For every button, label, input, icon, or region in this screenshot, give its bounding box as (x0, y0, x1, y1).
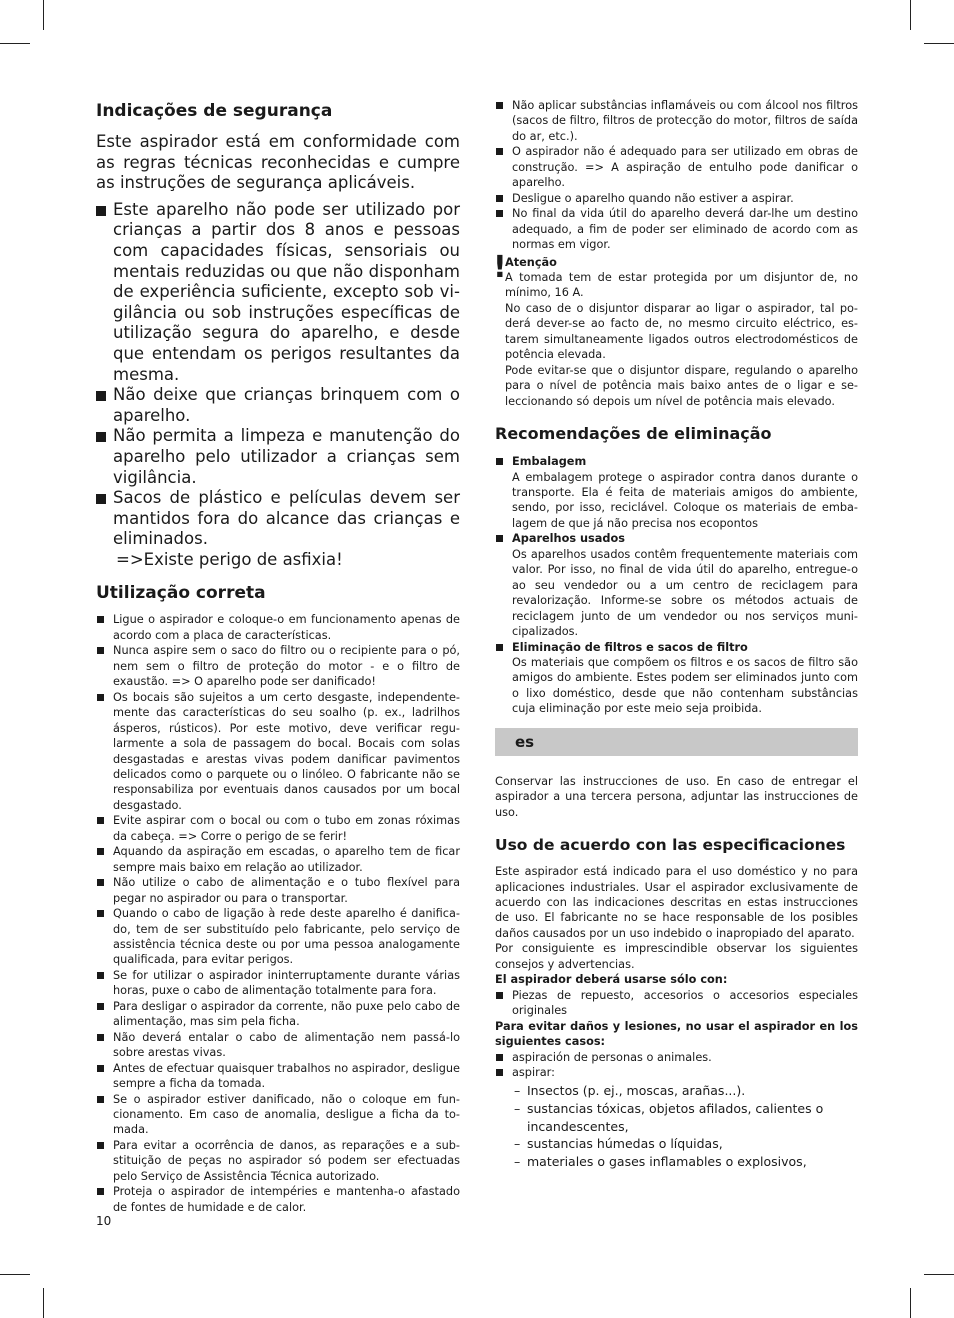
list-item: Sacos de plástico e películas devem ser mantidos fora do alcance das crianças e eliminados. (96, 488, 460, 550)
list-item: aspiración de personas o animales. (495, 1050, 858, 1065)
list-item: Não utilize o cabo de alimentação e o tubo flexível para pegar no aspirador ou para o transportar. (96, 875, 460, 906)
es-use-paragraph: Por consiguiente es imprescindible observar los siguientes consejos y advertencias. (495, 942, 858, 971)
bullet-square-icon (97, 694, 104, 701)
es-only-with: El aspirador deberá usarse sólo con: (495, 973, 728, 987)
correct-use-list (96, 612, 460, 1215)
bullet-square-icon (496, 210, 503, 217)
list-item: Ligue o aspirador e coloque-o em funcionamento apenas de acordo com a placa de características. (96, 612, 460, 643)
crop-mark (910, 1288, 911, 1318)
disposal-item-text: A embalagem protege o aspirador contra danos durante o transporte. Ela é feita de materiais amigos do ambiente, sendo, por isso, reciclável. Coloque os materiais de embalagem de que já não precisa nos ecopontos (512, 470, 858, 530)
warning-text: A tomada tem de estar protegida por um disjuntor de, no mínimo, 16 A. (505, 270, 858, 300)
bullet-square-icon (97, 1096, 104, 1103)
list-item (495, 454, 858, 531)
list-item: Para desligar o aspirador da corrente, não puxe pelo cabo de alimentação, mas sim pela ficha. (96, 999, 460, 1030)
bullet-square-icon (96, 494, 106, 504)
bullet-square-icon (97, 616, 104, 623)
list-item: Para evitar a ocorrência de danos, as reparações e a substituição de peças no aspirador só podem ser efectuadas pelo Serviço de Assistência Técnica autorizado. (96, 1138, 460, 1184)
disposal-title: Recomendações de eliminação (495, 424, 772, 444)
safety-title: Indicações de segurança (96, 101, 333, 121)
list-item: Os bocais são sujeitos a um certo desgaste, independentemente das características do seu soalho (p. ex., ladrilhos ásperos, rústicos). Por este motivo, deve verificar regularmente a sola de passagem do bocal. Bocais com solas desgastadas e arestas vivas podem danificar pavimentos delicados como o parquete ou o linóleo. O fabricante não se responsabiliza por eventuais danos causados por um bocal desgastado. (96, 690, 460, 814)
es-avoid-list (495, 1050, 858, 1081)
crop-mark (0, 1274, 30, 1275)
top-list (495, 98, 858, 253)
list-item: Não permita a limpeza e manutenção do aparelho pelo utilizador a crianças sem vigilância. (96, 426, 460, 488)
list-item: – sustancias tóxicas, objetos afilados, calientes o incandescentes, (514, 1101, 824, 1134)
list-item: Não deixe que crianças brinquem com o aparelho. (96, 385, 460, 426)
warning-text: No caso de o disjuntor disparar ao ligar o aspirador, tal poderá dever-se ao facto de, no mesmo circuito eléctrico, estarem simultaneamente ligados outros electrodomésticos de potência elevada. (505, 301, 858, 362)
list-item: Quando o cabo de ligação à rede deste aparelho é danificado, tem de ser substituído pelo fabricante, pelo serviço de assistência técnica deste ou por uma pessoa analogamente qualificada, para evitar perigos. (96, 906, 460, 968)
bullet-square-icon (97, 1142, 104, 1149)
page-number: 10 (96, 1214, 112, 1228)
es-intro: Conservar las instrucciones de uso. En caso de entregar el aspirador a una tercera persona, adjuntar las instrucciones de uso. (495, 774, 858, 819)
disposal-item-text: Os aparelhos usados contêm frequentemente materiais com valor. Por isso, no final de vida útil do aparelho, entregue-o ao seu vendedor ou a um centro de reciclagem para revalorização. Informe-se sobre os métodos actuais de reciclagem junto de um vendedor ou nos serviços municipalizados. (512, 547, 858, 639)
bullet-square-icon (97, 972, 104, 979)
warning-block (493, 249, 858, 410)
bullet-square-icon (496, 1069, 503, 1076)
disposal-item-title: Embalagem (512, 455, 587, 469)
safety-intro: Este aspirador está em conformidade com as regras técnicas reconhecidas e cumpre as instruções de segurança aplicáveis. (96, 132, 460, 193)
bullet-square-icon (496, 195, 503, 202)
bullet-square-icon (97, 817, 104, 824)
crop-mark (43, 1288, 44, 1318)
crop-mark (0, 43, 30, 44)
list-item: – sustancias húmedas o líquidas, (514, 1136, 723, 1152)
dash-bullet: – (514, 1153, 521, 1169)
language-tag: es (515, 732, 535, 751)
dash-bullet: – (514, 1136, 521, 1152)
bullet-square-icon (97, 1065, 104, 1072)
list-item: Aquando da aspiração em escadas, o aparelho tem de ficar sempre mais baixo em relação ao utilizador. (96, 844, 460, 875)
list-item (495, 640, 858, 717)
list-item: aspirar: (495, 1065, 858, 1080)
bullet-square-icon (496, 148, 503, 155)
correct-use-title: Utilização correta (96, 583, 266, 604)
bullet-square-icon (96, 391, 106, 401)
bullet-square-icon (97, 1188, 104, 1195)
bullet-square-icon (97, 647, 104, 654)
disposal-item-title: Aparelhos usados (512, 532, 625, 546)
disposal-list (495, 454, 858, 717)
bullet-square-icon (97, 1003, 104, 1010)
list-item: Proteja o aspirador de intempéries e mantenha-o afastado de fontes de humidade e de calor. (96, 1184, 460, 1215)
list-item: Se o aspirador estiver danificado, não o coloque em funcionamento. Em caso de anomalia, desligue a ficha da tomada. (96, 1092, 460, 1138)
exclamation-icon: ! (493, 249, 507, 285)
bullet-square-icon (96, 432, 106, 442)
list-item (495, 531, 858, 639)
crop-mark (43, 0, 44, 30)
crop-mark (910, 0, 911, 30)
asphyxia-note: =>Existe perigo de asfixia! (116, 549, 343, 569)
disposal-item-title: Eliminação de filtros e sacos de filtro (512, 640, 748, 654)
list-item: Este aparelho não pode ser utilizado por crianças a partir dos 8 anos e pessoas com capacidades físicas, sensoriais ou mentais reduzidas ou que não disponham de experiência suficiente, excepto sob vigilância ou sob instruções específicas de utilização segura do aparelho, e desde que entendam os perigos resultantes da mesma. (96, 200, 460, 385)
left-column (96, 96, 460, 1215)
bullet-square-icon (97, 1034, 104, 1041)
crop-mark (924, 43, 954, 44)
list-item: No final da vida útil do aparelho deverá dar-lhe um destino adequado, a fim de poder ser eliminado de acordo com as normas em vigor. (495, 206, 858, 252)
es-only-list (495, 988, 858, 1019)
bullet-square-icon (97, 848, 104, 855)
language-tab-bar (495, 728, 858, 756)
list-item: Desligue o aparelho quando não estiver a aspirar. (495, 191, 858, 206)
list-item: Antes de efectuar quaisquer trabalhos no aspirador, desligue sempre a ficha da tomada. (96, 1061, 460, 1092)
disposal-item-text: Os materiais que compõem os filtros e os sacos de filtro são amigos do ambiente. Estes podem ser eliminados junto com o lixo doméstico, desde que não contenham substâncias cuja eliminação por este meio seja proibida. (512, 655, 858, 716)
bullet-square-icon (496, 458, 503, 465)
list-item: – Insectos (p. ej., moscas, arañas...). (514, 1083, 746, 1099)
crop-mark (924, 1274, 954, 1275)
dash-bullet: – (514, 1083, 521, 1099)
bullet-square-icon (97, 879, 104, 886)
bullet-square-icon (496, 102, 503, 109)
bullet-square-icon (496, 992, 503, 999)
list-item: Piezas de repuesto, accesorios o accesorios especiales originales (495, 988, 858, 1019)
list-item: Evite aspirar com o bocal ou com o tubo em zonas róximas da cabeça. => Corre o perigo de se ferir! (96, 813, 460, 844)
list-item: – materiales o gases inflamables o explosivos, (514, 1153, 807, 1169)
list-item: Não deverá entalar o cabo de alimentação nem passá-lo sobre arestas vivas. (96, 1030, 460, 1061)
es-avoid: Para evitar daños y lesiones, no usar el aspirador en los siguientes casos: (495, 1019, 858, 1049)
safety-list (96, 200, 460, 550)
bullet-square-icon (496, 535, 503, 542)
bullet-square-icon (496, 644, 503, 651)
list-item: Nunca aspire sem o saco do filtro ou o recipiente para o pó, nem sem o filtro de proteção do motor - e o filtro de exaustão. => O aparelho pode ser danificado! (96, 643, 460, 689)
list-item: Se for utilizar o aspirador ininterruptamente durante várias horas, puxe o cabo de alimentação totalmente para fora. (96, 968, 460, 999)
dash-bullet: – (514, 1101, 521, 1117)
list-item: O aspirador não é adequado para ser utilizado em obras de construção. => A aspiração de entulho pode danificar o aparelho. (495, 144, 858, 190)
right-column (495, 96, 858, 1170)
es-dash-list (495, 1082, 858, 1170)
bullet-square-icon (96, 206, 106, 216)
bullet-square-icon (496, 1054, 503, 1061)
es-use-paragraph: Este aspirador está indicado para el uso doméstico y no para aplicaciones industriales. Usar el aspirador exclusivamente de acuerdo con las indicaciones descritas en estas instrucciones de uso. El fabricante no se hace responsable de los posibles daños causados por un uso indebido o inapropiado del aparato. (495, 865, 858, 940)
bullet-square-icon (97, 910, 104, 917)
warning-text: Pode evitar-se que o disjuntor dispare, regulando o aparelho para o nível de potência mais baixo antes de o ligar e seleccionando só depois um nível de potência mais elevado. (505, 363, 858, 408)
warning-title: Atenção (505, 255, 557, 269)
list-item: Não aplicar substâncias inflamáveis ou com álcool nos filtros (sacos de filtro, filtros de protecção do motor, filtros de saída do ar, etc.). (495, 98, 858, 144)
es-use-title: Uso de acuerdo con las especificaciones (495, 836, 846, 855)
